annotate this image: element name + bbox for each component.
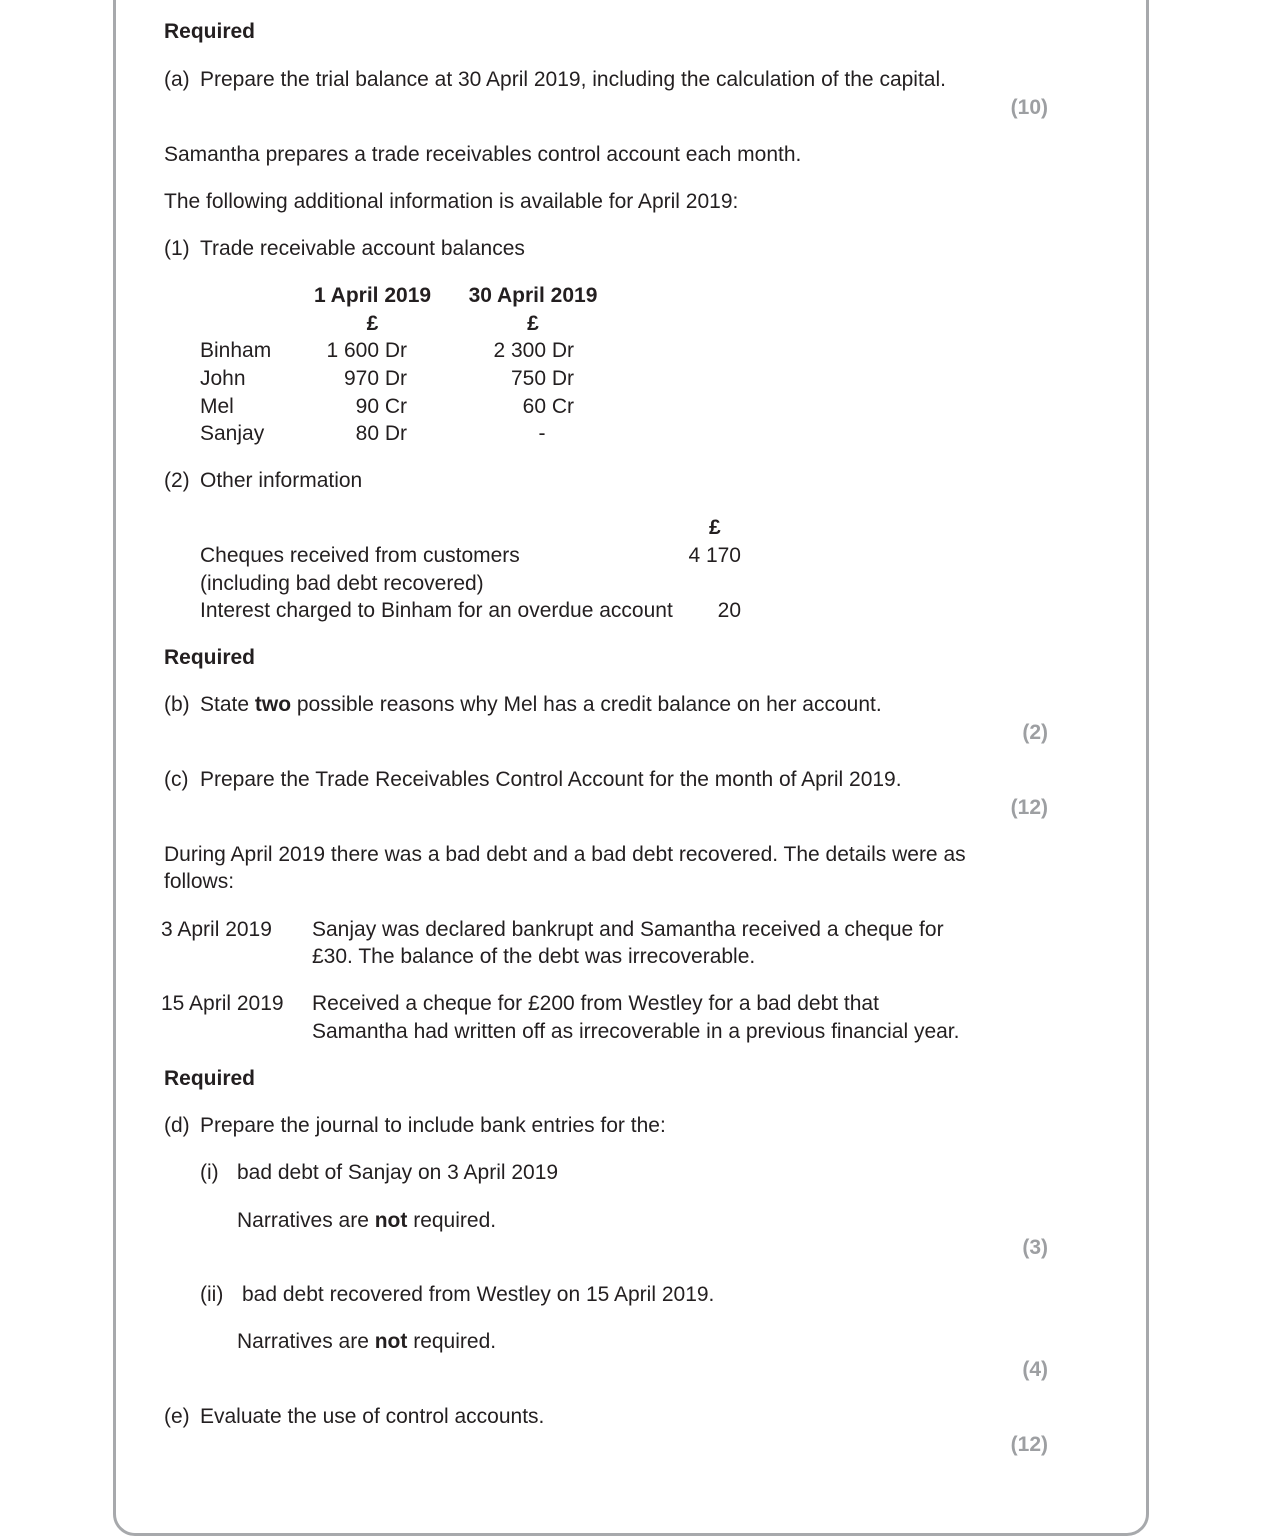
part-c-marks: (12): [1010, 796, 1048, 819]
info-value: 4 170: [688, 544, 741, 567]
info-value: 20: [717, 599, 741, 622]
part-c-num: (c): [164, 768, 189, 791]
event-text: Sanjay was declared bankrupt and Samantha received a cheque for: [312, 918, 944, 941]
bad-debt-intro: During April 2019 there was a bad debt and a bad debt recovered. The details were as: [164, 843, 966, 866]
info-label: Interest charged to Binham for an overdue account: [200, 599, 673, 622]
part-d-num: (d): [164, 1114, 190, 1137]
info-label: (including bad debt recovered): [200, 572, 484, 595]
part-a-text: Prepare the trial balance at 30 April 2019, including the calculation of the capital.: [200, 68, 946, 91]
text: possible reasons why Mel has a credit balance on her account.: [291, 693, 882, 716]
currency-symbol: £: [366, 312, 379, 335]
bad-debt-intro: follows:: [164, 870, 235, 893]
part-d-text: Prepare the journal to include bank entries for the:: [200, 1114, 666, 1137]
customer-name: Mel: [200, 395, 234, 418]
emphasis: not: [374, 1330, 408, 1353]
customer-name: John: [200, 367, 246, 390]
part-b-marks: (2): [1022, 721, 1048, 744]
balance-apr1: 970 Dr: [343, 367, 407, 390]
part-d-i-num: (i): [200, 1161, 219, 1184]
text: Narratives are: [237, 1209, 375, 1232]
event-date: 15 April 2019: [161, 992, 284, 1015]
event-text: Samantha had written off as irrecoverable in a previous financial year.: [312, 1020, 960, 1043]
intro-text: Samantha prepares a trade receivables control account each month.: [164, 143, 802, 166]
balance-apr1: 80 Dr: [355, 422, 407, 445]
part-a-num: (a): [164, 68, 190, 91]
required-heading: Required: [164, 646, 256, 669]
balance-apr30: -: [538, 422, 546, 445]
info2-num: (2): [164, 469, 190, 492]
event-text: Received a cheque for £200 from Westley for a bad debt that: [312, 992, 879, 1015]
text: Narratives are: [237, 1330, 375, 1353]
part-d-i-marks: (3): [1022, 1236, 1048, 1259]
part-b-text: [200, 693, 882, 717]
part-e-text: Evaluate the use of control accounts.: [200, 1405, 545, 1428]
event-text: £30. The balance of the debt was irrecoverable.: [312, 945, 756, 968]
narrative-note: [237, 1209, 496, 1233]
part-d-ii-text: bad debt recovered from Westley on 15 April 2019.: [242, 1283, 715, 1306]
narrative-note: [237, 1330, 496, 1354]
required-heading: Required: [164, 20, 256, 43]
required-heading: Required: [164, 1067, 256, 1090]
customer-name: Binham: [200, 339, 272, 362]
currency-symbol: £: [709, 516, 721, 539]
intro-text: The following additional information is available for April 2019:: [164, 190, 739, 213]
customer-name: Sanjay: [200, 422, 265, 445]
info1-num: (1): [164, 237, 190, 260]
part-d-ii-marks: (4): [1022, 1358, 1048, 1381]
emphasis: two: [254, 693, 292, 716]
part-b-num: (b): [164, 693, 190, 716]
col-header: 30 April 2019: [468, 284, 598, 307]
part-c-text: Prepare the Trade Receivables Control Account for the month of April 2019.: [200, 768, 902, 791]
event-date: 3 April 2019: [161, 918, 272, 941]
text: required.: [407, 1209, 497, 1232]
balance-apr1: 90 Cr: [355, 395, 407, 418]
info1-title: Trade receivable account balances: [200, 237, 525, 260]
col-header: 1 April 2019: [313, 284, 432, 307]
currency-symbol: £: [527, 312, 539, 335]
balance-apr1: 1 600 Dr: [326, 339, 407, 362]
text: required.: [407, 1330, 497, 1353]
part-e-num: (e): [164, 1405, 190, 1428]
balance-apr30: 750 Dr: [510, 367, 574, 390]
part-e-marks: (12): [1010, 1433, 1048, 1456]
info-label: Cheques received from customers: [200, 544, 520, 567]
part-d-i-text: bad debt of Sanjay on 3 April 2019: [237, 1161, 559, 1184]
balance-apr30: 60 Cr: [522, 395, 574, 418]
part-a-marks: (10): [1010, 96, 1048, 119]
balance-apr30: 2 300 Dr: [493, 339, 574, 362]
emphasis: not: [374, 1209, 408, 1232]
part-d-ii-num: (ii): [200, 1283, 224, 1306]
text: State: [200, 693, 255, 716]
info2-title: Other information: [200, 469, 363, 492]
